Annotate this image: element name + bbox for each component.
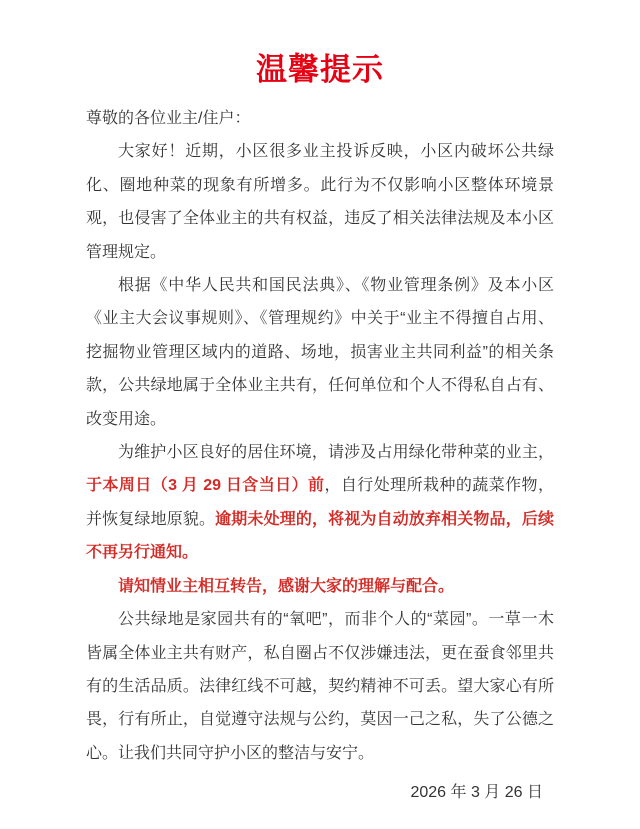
paragraph: [86, 603, 554, 770]
highlight-run: 逾期未处理的，将视为自动放弃相关物品，后续不再另行通知。: [86, 510, 554, 562]
highlight-run: 于本周日（3 月 29 日含当日）前: [86, 477, 325, 495]
paragraph: [86, 135, 554, 269]
text-run: ，自行处理所栽种的蔬菜作物，并恢复绿地原貌。: [86, 477, 554, 528]
highlight-run: 请知情业主相互转告，感谢大家的理解与配合。: [118, 577, 455, 595]
text-run: 为维护小区良好的居住环境，请涉及占用绿化带种菜的业主，: [118, 444, 554, 462]
paragraph: [86, 436, 554, 570]
text-run: 公共绿地是家园共有的“氧吧”，而非个人的“菜园”。一草一木皆属全体业主共有财产，私自圈占不仅涉嫌违法，更在蚕食邻里共有的生活品质。法律红线不可越，契约精神不可丢。望大家心有所畏，行有所止，自觉遵守法规与公约，莫因一己之私，失了公德之心。让我们共同守护小区的整洁与安宁。: [86, 611, 554, 762]
paragraph: [86, 570, 554, 603]
paragraph: [86, 269, 554, 436]
page-title: 温馨提示: [256, 52, 384, 87]
text-run: 根据《中华人民共和国民法典》、《物业管理条例》及本小区《业主大会议事规则》、《管理规约》中关于“业主不得擅自占用、挖掘物业管理区域内的道路、场地，损害业主共同利益”的相关条款，公共绿地属于全体业主共有，任何单位和个人不得私自占有、改变用途。: [86, 277, 554, 428]
notice-body: [86, 102, 554, 810]
date-line: 2026 年 3 月 26 日: [410, 784, 543, 802]
paragraph-list: [86, 135, 554, 770]
text-run: 大家好！近期，小区很多业主投诉反映，小区内破坏公共绿化、圈地种菜的现象有所增多。此行为不仅影响小区整体环境景观，也侵害了全体业主的共有权益，违反了相关法律法规及本小区管理规定。: [86, 143, 554, 261]
salutation: 尊敬的各位业主/住户：: [86, 110, 251, 127]
